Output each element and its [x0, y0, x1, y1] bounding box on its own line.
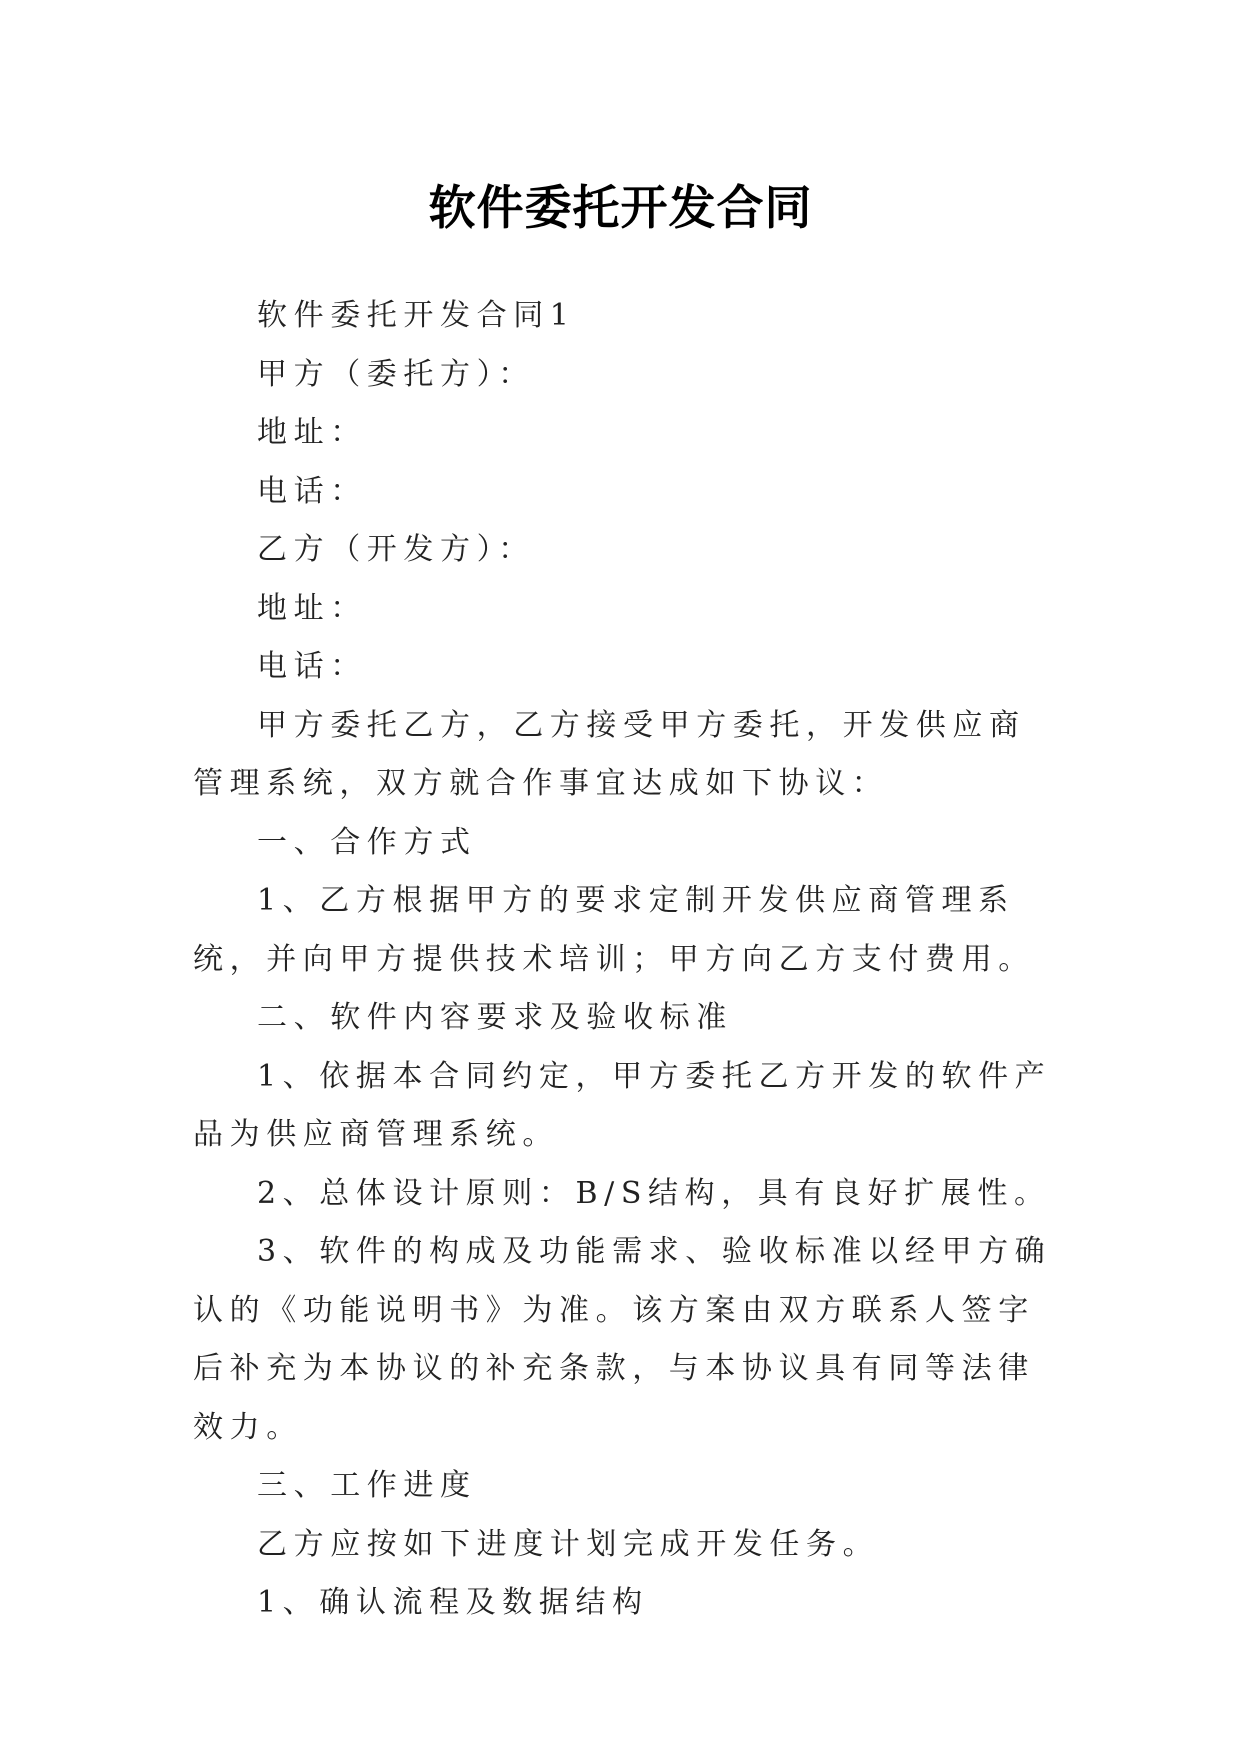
paragraph-requirements-1: 1、依据本合同约定，甲方委托乙方开发的软件产品为供应商管理系统。	[193, 1058, 1052, 1152]
section-heading-schedule: 三、工作进度	[257, 1468, 477, 1503]
paragraph-party-a-address: 地址：	[257, 415, 367, 450]
paragraph-schedule-1: 1、确认流程及数据结构	[257, 1585, 649, 1620]
paragraph-party-b: 乙方（开发方）：	[257, 532, 535, 567]
paragraph-preamble: 甲方委托乙方，乙方接受甲方委托，开发供应商管理系统，双方就合作事宜达成如下协议：	[193, 707, 1026, 801]
paragraph-party-b-address: 地址：	[257, 590, 367, 626]
paragraph-party-b-phone: 电话：	[257, 649, 367, 684]
section-heading-cooperation: 一、合作方式	[257, 824, 477, 860]
section-heading-requirements: 二、软件内容要求及验收标准	[257, 1000, 733, 1035]
paragraph-schedule-intro: 乙方应按如下进度计划完成开发任务。	[257, 1526, 880, 1562]
paragraph-requirements-2: 2、总体设计原则：B/S结构，具有良好扩展性。	[257, 1175, 1051, 1211]
document-title: 软件委托开发合同	[428, 181, 813, 237]
paragraph-requirements-3: 3、软件的构成及功能需求、验收标准以经甲方确认的《功能说明书》为准。该方案由双方联系人签字后补充为本协议的补充条款，与本协议具有同等法律效力。	[193, 1234, 1052, 1445]
paragraph-party-a-phone: 电话：	[257, 473, 367, 509]
document-body	[193, 287, 1055, 1633]
paragraph-party-a: 甲方（委托方）：	[257, 356, 535, 392]
paragraph-cooperation-1: 1、乙方根据甲方的要求定制开发供应商管理系统，并向甲方提供技术培训；甲方向乙方支付费用。	[193, 883, 1035, 977]
paragraph-heading-contract-1: 软件委托开发合同1	[257, 298, 576, 333]
